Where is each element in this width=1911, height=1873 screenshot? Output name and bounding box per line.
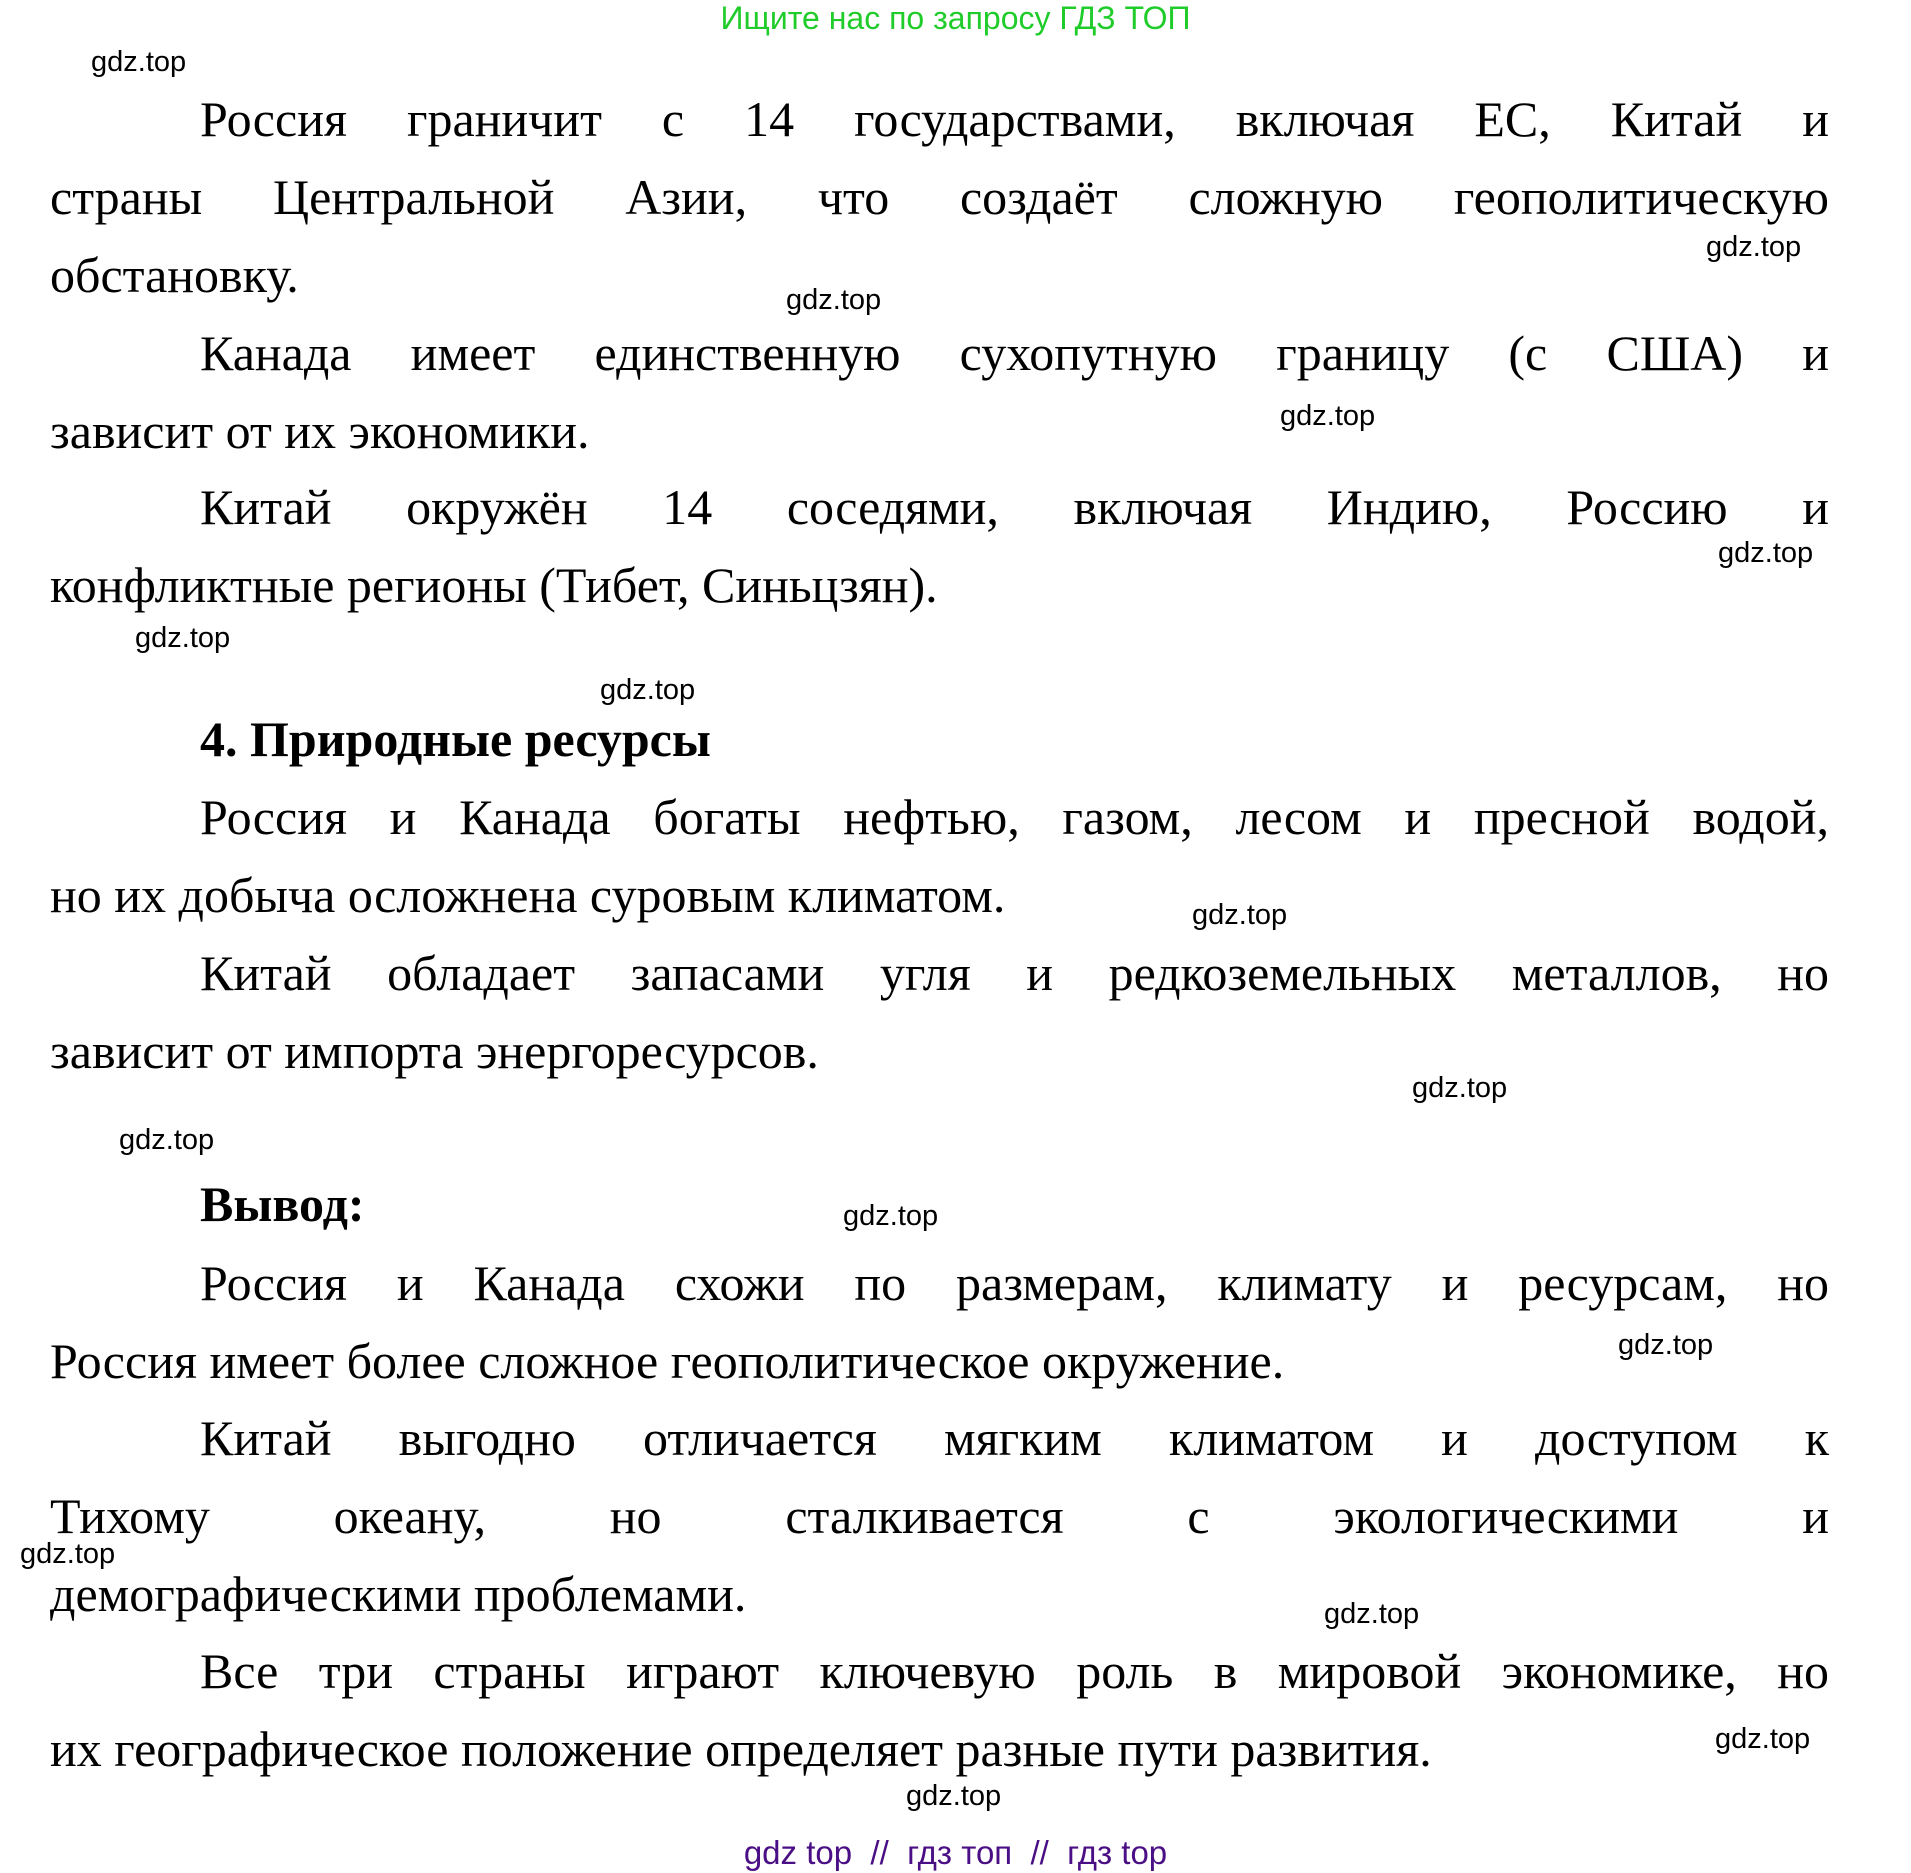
footer-banner: gdz top // гдз топ // гдз top (743, 1834, 1168, 1871)
section-heading-resources: 4. Природные ресурсы (200, 711, 711, 767)
text-line: Китай окружён 14 соседями, включая Индию, Россию и (200, 479, 1829, 535)
paragraph-conclusion-russia-canada (50, 1244, 1829, 1400)
text-line: Россия и Канада богаты нефтью, газом, лесом и пресной водой, (200, 789, 1829, 845)
text-line: обстановку. (50, 247, 299, 303)
watermark: gdz.top (1618, 1329, 1714, 1361)
text-line: Канада имеет единственную сухопутную границу (с США) и (200, 325, 1829, 381)
search-banner: Ищите нас по запросу ГДЗ ТОП (720, 0, 1191, 36)
text-line: зависит от импорта энергоресурсов. (50, 1023, 819, 1079)
text-line: Китай обладает запасами угля и редкоземельных металлов, но (200, 945, 1829, 1001)
text-line: Россия граничит с 14 государствами, включая ЕС, Китай и (200, 91, 1829, 147)
watermark: gdz.top (119, 1124, 215, 1156)
text-line: но их добыча осложнена суровым климатом. (50, 867, 1006, 923)
section-heading-conclusion: Вывод: (200, 1176, 365, 1232)
text-line: конфликтные регионы (Тибет, Синьцзян). (50, 557, 938, 613)
paragraph-russia-borders (50, 80, 1829, 314)
paragraph-conclusion-china (50, 1399, 1829, 1633)
text-line: зависит от их экономики. (50, 403, 590, 459)
watermark: gdz.top (786, 284, 882, 316)
watermark: gdz.top (91, 46, 187, 78)
watermark: gdz.top (1280, 400, 1376, 432)
watermark: gdz.top (1192, 899, 1288, 931)
text-line: Россия имеет более сложное геополитическое окружение. (50, 1333, 1285, 1389)
watermark: gdz.top (843, 1200, 939, 1232)
paragraph-canada-borders (50, 314, 1829, 470)
text-line: Китай выгодно отличается мягким климатом и доступом к (200, 1410, 1829, 1466)
watermark: gdz.top (1706, 231, 1802, 263)
watermark: gdz.top (906, 1780, 1002, 1812)
text-line: их географическое положение определяет разные пути развития. (50, 1721, 1432, 1777)
text-line: Россия и Канада схожи по размерам, климату и ресурсам, но (200, 1255, 1829, 1311)
text-line: Все три страны играют ключевую роль в мировой экономике, но (200, 1643, 1829, 1699)
watermark: gdz.top (1412, 1072, 1508, 1104)
watermark: gdz.top (135, 622, 231, 654)
paragraph-china-borders (50, 468, 1829, 624)
text-line: страны Центральной Азии, что создаёт сложную геополитическую (50, 169, 1829, 225)
watermark: gdz.top (1718, 537, 1814, 569)
watermark: gdz.top (600, 674, 696, 706)
paragraph-russia-canada-resources (50, 778, 1829, 934)
watermark: gdz.top (20, 1538, 116, 1570)
paragraph-conclusion-all (50, 1632, 1829, 1788)
text-line: Тихому океану, но сталкивается с экологическими и (50, 1488, 1829, 1544)
watermark: gdz.top (1324, 1598, 1420, 1630)
text-line: демографическими проблемами. (50, 1566, 747, 1622)
watermark: gdz.top (1715, 1723, 1811, 1755)
paragraph-china-resources (50, 934, 1829, 1090)
